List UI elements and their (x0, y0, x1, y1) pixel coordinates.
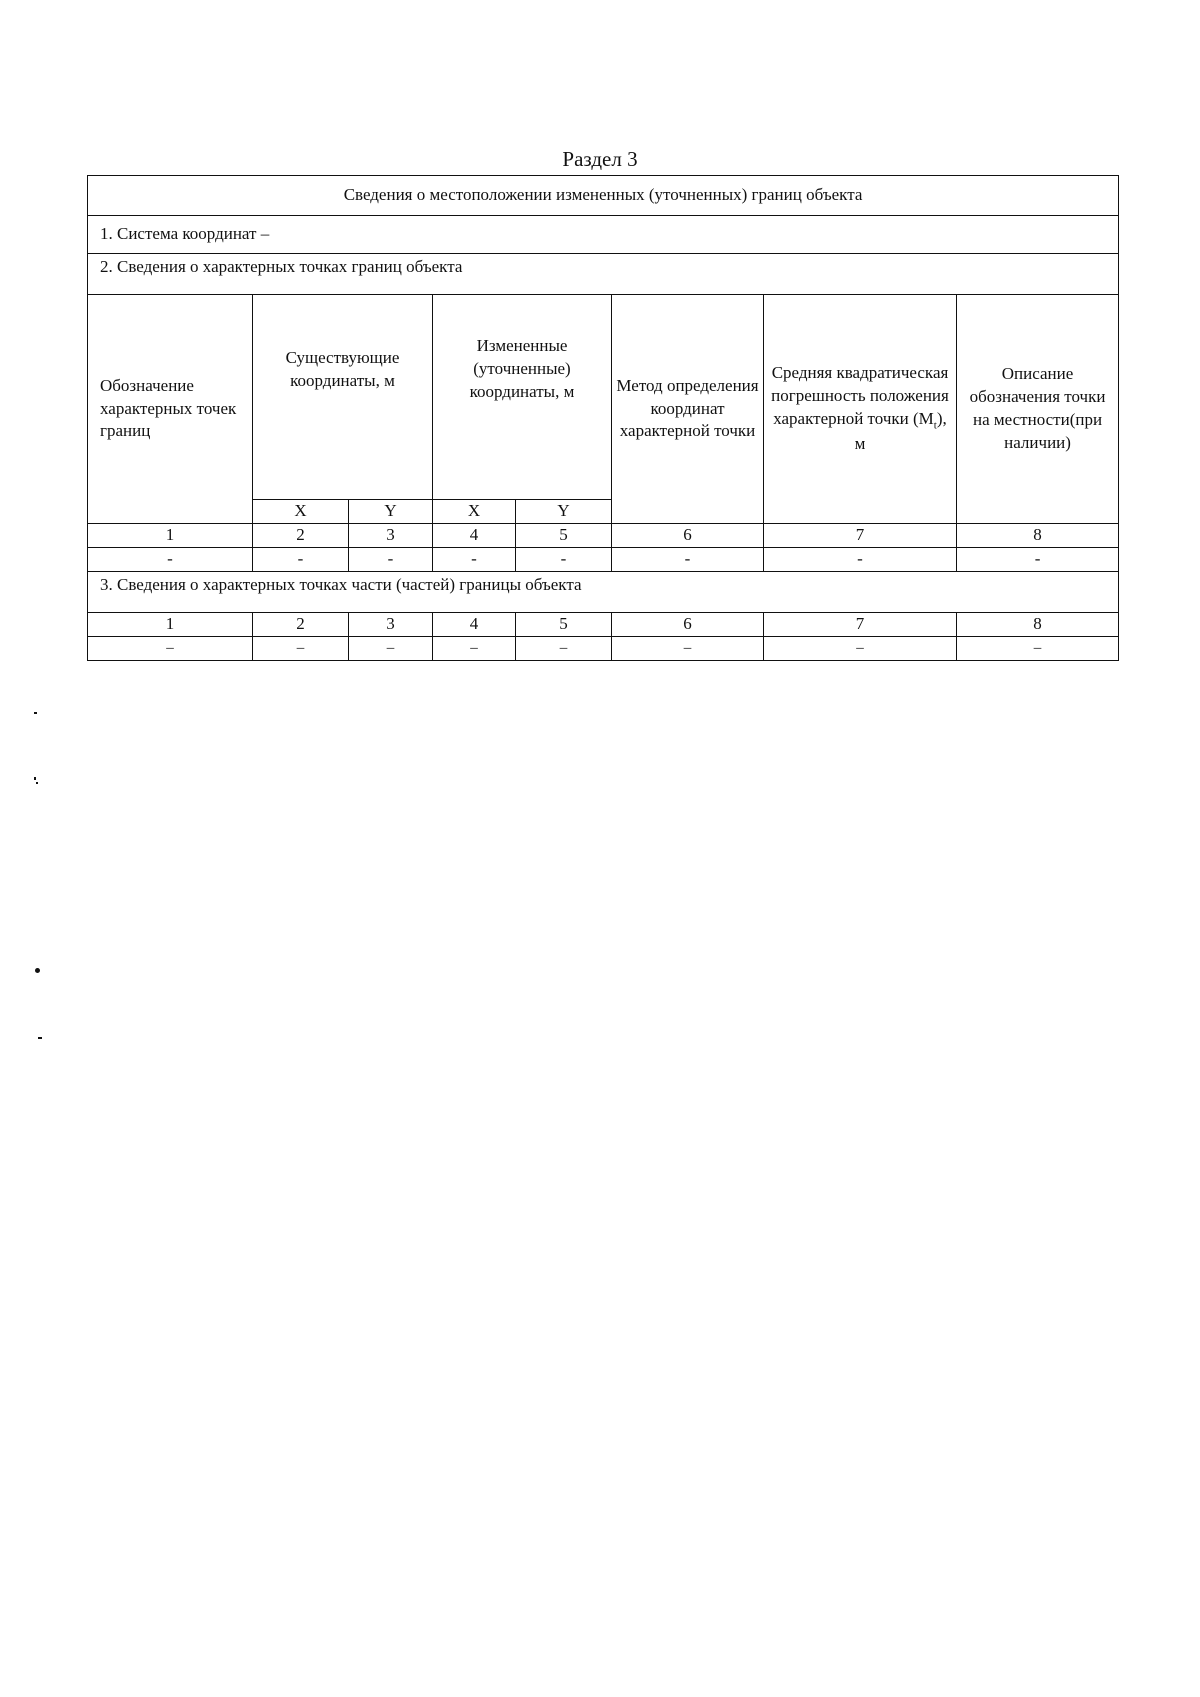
scan-speck (35, 968, 40, 973)
column-number: 7 (764, 612, 957, 636)
col-existing-header: Существующие координаты, м (253, 295, 433, 500)
part-points-heading: 3. Сведения о характерных точках части (частей) границы объекта (88, 571, 1119, 612)
column-number: 2 (253, 612, 349, 636)
table-cell: – (612, 636, 764, 660)
table-caption: Сведения о местоположении измененных (уточненных) границ объекта (88, 176, 1119, 216)
table-cell: - (88, 547, 253, 571)
table-cell: – (88, 636, 253, 660)
column-number: 2 (253, 523, 349, 547)
table-cell: - (612, 547, 764, 571)
column-number: 7 (764, 523, 957, 547)
scan-speck (34, 777, 36, 780)
column-number: 6 (612, 523, 764, 547)
changed-x-header: X (433, 500, 516, 524)
boundary-table (87, 175, 1119, 661)
table-cell: - (516, 547, 612, 571)
col-error-suffix: ), м (854, 408, 947, 454)
column-number: 4 (433, 612, 516, 636)
table-cell: - (433, 547, 516, 571)
table-cell: - (764, 547, 957, 571)
col-changed-header: Измененные (уточненные) координаты, м (433, 295, 612, 500)
coord-system-row (88, 216, 1119, 254)
table-cell: - (253, 547, 349, 571)
column-number: 5 (516, 612, 612, 636)
column-number: 1 (88, 523, 253, 547)
column-number: 4 (433, 523, 516, 547)
column-number: 3 (349, 612, 433, 636)
existing-x-header: X (253, 500, 349, 524)
table-row (88, 547, 1119, 571)
col-error-subscript: t (933, 419, 937, 432)
section-title: Раздел 3 (562, 147, 638, 171)
scan-speck (38, 1037, 42, 1039)
table-cell: - (349, 547, 433, 571)
col-method-header: Метод определения координат характерной точки (612, 295, 764, 524)
col-error-text: Средняя квадратическая погрешность положения характерной точки (M (771, 362, 949, 428)
table-cell: – (764, 636, 957, 660)
table-cell: – (253, 636, 349, 660)
column-number: 8 (957, 523, 1119, 547)
column-number: 5 (516, 523, 612, 547)
column-number: 6 (612, 612, 764, 636)
scan-speck (36, 782, 38, 784)
col-description-header: Описание обозначения точки на местности(при наличии) (957, 295, 1119, 524)
existing-y-header: Y (349, 500, 433, 524)
table-cell: – (516, 636, 612, 660)
col-error-header (764, 295, 957, 524)
points-heading: 2. Сведения о характерных точках границ объекта (88, 254, 1119, 295)
col-designation-header: Обозначение характерных точек границ (88, 295, 253, 524)
scan-speck (34, 712, 37, 714)
table-cell: – (349, 636, 433, 660)
coord-system-label: 1. Система координат (100, 224, 257, 244)
coord-system-value: – (260, 224, 270, 244)
table-cell: - (957, 547, 1119, 571)
table-row (88, 636, 1119, 660)
table-cell: – (957, 636, 1119, 660)
changed-y-header: Y (516, 500, 612, 524)
column-number: 8 (957, 612, 1119, 636)
section3-numbers-row (88, 612, 1119, 636)
column-number: 1 (88, 612, 253, 636)
column-number: 3 (349, 523, 433, 547)
table-cell: – (433, 636, 516, 660)
column-numbers-row (88, 523, 1119, 547)
